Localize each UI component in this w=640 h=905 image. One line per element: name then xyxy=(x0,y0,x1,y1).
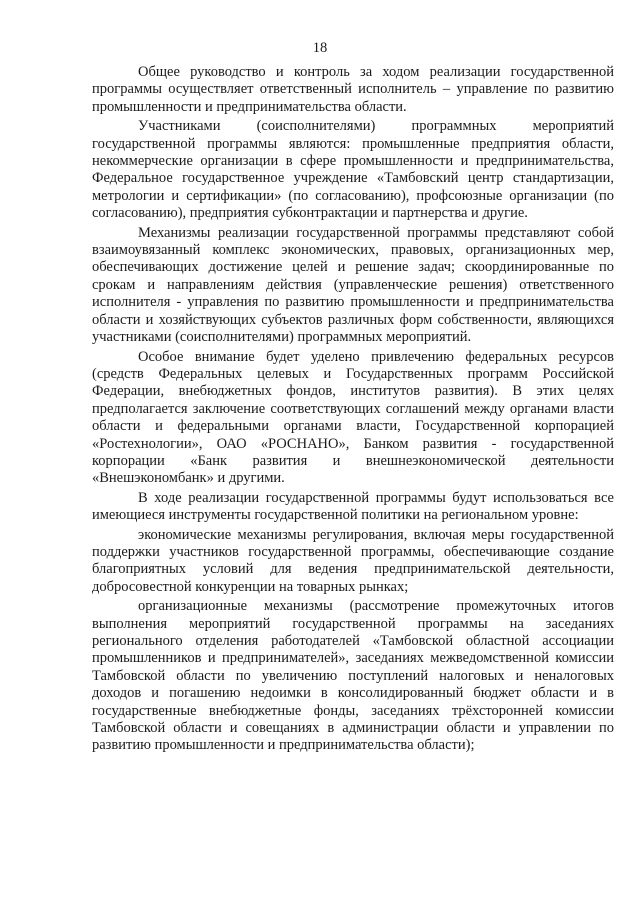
page-number: 18 xyxy=(312,40,328,56)
paragraph-policy-tools: В ходе реализации государственной программы будут использоваться все имеющиеся инструменты государственной политики на региональном уровне: xyxy=(92,489,614,524)
paragraph-mechanisms: Механизмы реализации государственной программы представляют собой взаимоувязанный комплекс экономических, правовых, организационных мер, обеспечивающих достижение целей и решение задач; скоординированные по срокам и направлениям действия (управленческие решения) ответственного исполнителя - управления по развитию промышленности и предпринимательства области и хозяйствующих субъектов различных форм собственности, являющихся участниками (соисполнителями) программных мероприятий. xyxy=(92,224,614,346)
document-body xyxy=(92,64,614,755)
paragraph-participants: Участниками (соисполнителями) программных мероприятий государственной программы являются: промышленные предприятия области, некоммерческие организации в сфере промышленности и предпринимательства, Федеральное государственное учреждение «Тамбовский центр стандартизации, метрологии и сертификации» (по согласованию), профсоюзные организации (по согласованию), предприятия субконтрактации и партнерства и другие. xyxy=(92,118,614,222)
paragraph-economic-mechanisms: экономические механизмы регулирования, включая меры государственной поддержки участников государственной программы, обеспечивающие создание благоприятных условий для ведения предпринимательской деятельности, добросовестной конкуренции на товарных рынках; xyxy=(92,526,614,595)
paragraph-federal-resources: Особое внимание будет уделено привлечению федеральных ресурсов (средств Федеральных целевых и Государственных программ Российской Федерации, внебюджетных фондов, институтов развития). В этих целях предполагается заключение соответствующих соглашений между органами власти области и федеральными органами власти, Государственной корпорацией «Ростехнологии», ОАО «РОСНАНО», Банком развития - государственной корпорации «Банк развития и внешнеэкономической деятельности «Внешэкономбанк» и другими. xyxy=(92,348,614,487)
paragraph-management: Общее руководство и контроль за ходом реализации государственной программы осуществляет ответственный исполнитель – управление по развитию промышленности и предпринимательства области. xyxy=(92,64,614,115)
paragraph-organizational-mechanisms: организационные механизмы (рассмотрение промежуточных итогов выполнения мероприятий государственной программы на заседаниях регионального отделения работодателей «Тамбовской областной ассоциации промышленников и предпринимателей», заседаниях межведомственной комиссии Тамбовской области по увеличению поступлений налоговых и неналоговых доходов и погашению недоимки в консолидированный бюджет области и в государственные внебюджетные фонды, заседаниях трёхсторонней комиссии Тамбовской области и совещаниях в администрации области и управлении по развитию промышленности и предпринимательства области); xyxy=(92,598,614,754)
